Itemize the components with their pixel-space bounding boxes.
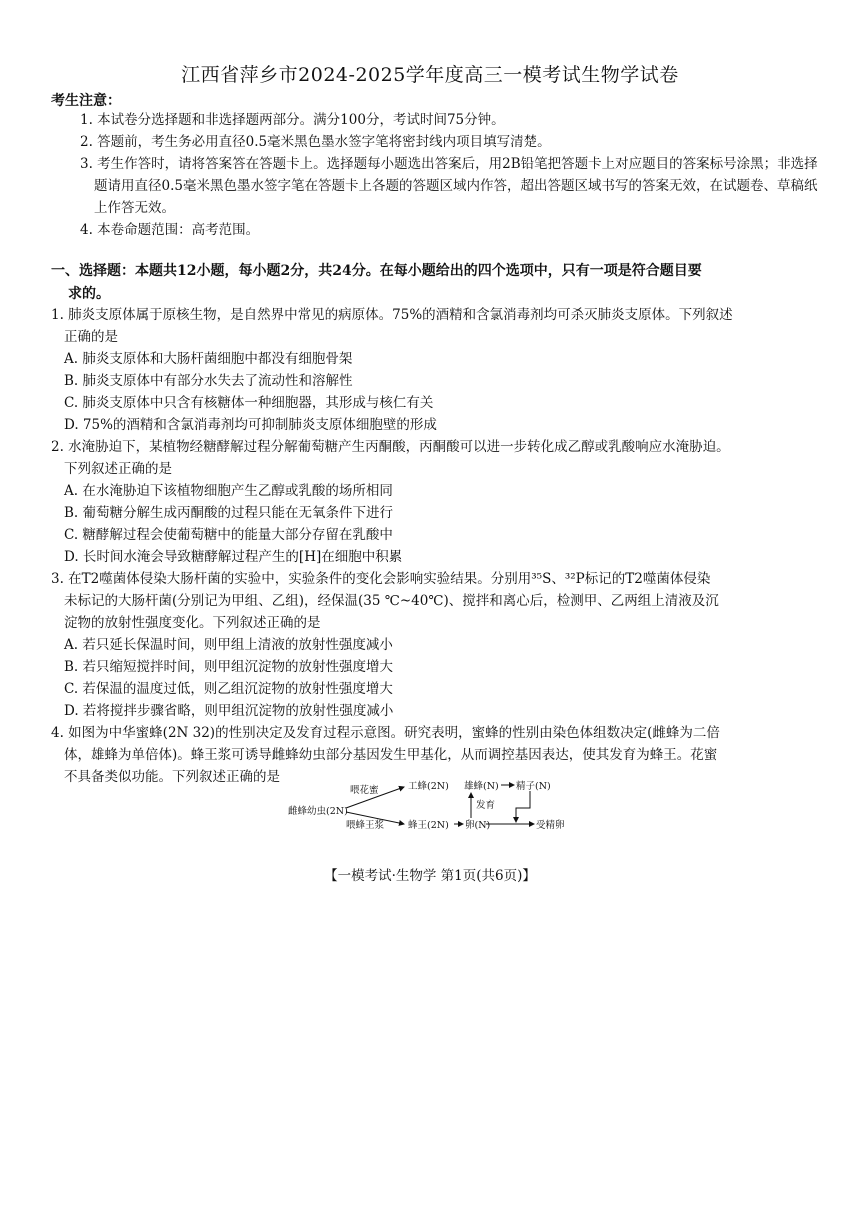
option-c: C. 糖酵解过程会使葡萄糖中的能量大部分存留在乳酸中 xyxy=(64,527,393,543)
fertilized-egg-label: 受精卵 xyxy=(536,820,565,831)
question-stem: 不具备类似功能。下列叙述正确的是 xyxy=(64,769,280,785)
question-stem: 4. 如图为中华蜜蜂(2N 32)的性别决定及发育过程示意图。研究表明，蜜蜂的性别由染色体组数决定(雌蜂为二倍 xyxy=(51,725,720,741)
option-c: C. 肺炎支原体中只含有核糖体一种细胞器，其形成与核仁有关 xyxy=(64,395,434,411)
notice-list xyxy=(80,109,820,241)
page-footer: 【一模考试·生物学 第1页(共6页)】 xyxy=(324,868,536,884)
section-heading-line2: 求的。 xyxy=(68,286,110,302)
develop-label: 发育 xyxy=(476,800,496,811)
option-a: A. 在水淹胁迫下该植物细胞产生乙醇或乳酸的场所相同 xyxy=(64,483,393,499)
option-a: A. 若只延长保温时间，则甲组上清液的放射性强度减小 xyxy=(64,637,393,653)
question-stem: 1. 肺炎支原体属于原核生物，是自然界中常见的病原体。75%的酒精和含氯消毒剂均可杀灭肺炎支原体。下列叙述 xyxy=(51,307,733,323)
question-stem: 下列叙述正确的是 xyxy=(64,461,172,477)
feed-jelly-label: 喂蜂王浆 xyxy=(346,820,385,831)
option-b: B. 若只缩短搅拌时间，则甲组沉淀物的放射性强度增大 xyxy=(64,659,394,675)
bee-development-diagram xyxy=(288,778,578,836)
option-d: D. 长时间水淹会导致糖酵解过程产生的[H]在细胞中积累 xyxy=(64,549,403,565)
worker-label: 工蜂(2N) xyxy=(408,781,449,792)
drone-label: 雄蜂(N) xyxy=(464,781,499,792)
notice-item-2: 2. 答题前，考生务必用直径0.5毫米黑色墨水签字笔将密封线内项目填写清楚。 xyxy=(80,134,551,150)
question-stem: 正确的是 xyxy=(64,329,118,345)
question-1 xyxy=(51,304,816,436)
question-stem: 淀物的放射性强度变化。下列叙述正确的是 xyxy=(64,615,321,631)
exam-title: 江西省萍乡市2024-2025学年度高三一模考试生物学试卷 xyxy=(181,64,679,86)
option-d: D. 若将搅拌步骤省略，则甲组沉淀物的放射性强度减小 xyxy=(64,703,394,719)
notice-item-4: 4. 本卷命题范围：高考范围。 xyxy=(80,222,260,238)
option-b: B. 葡萄糖分解生成丙酮酸的过程只能在无氧条件下进行 xyxy=(64,505,394,521)
option-d: D. 75%的酒精和含氯消毒剂均可抑制肺炎支原体细胞壁的形成 xyxy=(64,417,437,433)
queen-label: 蜂王(2N) xyxy=(408,820,449,831)
notice-item-1: 1. 本试卷分选择题和非选择题两部分。满分100分，考试时间75分钟。 xyxy=(80,112,505,128)
question-3 xyxy=(51,568,816,722)
larva-label: 雌蜂幼虫(2N) xyxy=(288,806,348,817)
notice-item-3: 3. 考生作答时，请将答案答在答题卡上。选择题每小题选出答案后，用2B铅笔把答题卡上对应题目的答案标号涂黑；非选择题请用直径0.5毫米黑色墨水签字笔在答题卡上各题的答题区域内作答，超出答题区域书写的答案无效，在试题卷、草稿纸上作答无效。 xyxy=(80,156,818,216)
question-stem: 2. 水淹胁迫下，某植物经糖酵解过程分解葡萄糖产生丙酮酸，丙酮酸可以进一步转化成乙醇或乳酸响应水淹胁迫。 xyxy=(51,439,730,455)
section-heading-line1: 一、选择题：本题共12小题，每小题2分，共24分。在每小题给出的四个选项中，只有一项是符合题目要 xyxy=(51,263,702,279)
sperm-label: 精子(N) xyxy=(516,781,551,792)
option-c: C. 若保温的温度过低，则乙组沉淀物的放射性强度增大 xyxy=(64,681,393,697)
question-stem: 3. 在T2噬菌体侵染大肠杆菌的实验中，实验条件的变化会影响实验结果。分别用³⁵S、³²P标记的T2噬菌体侵染 xyxy=(51,571,711,587)
egg-label: 卵(N) xyxy=(465,820,491,831)
question-2 xyxy=(51,436,816,568)
option-a: A. 肺炎支原体和大肠杆菌细胞中都没有细胞骨架 xyxy=(64,351,353,367)
arrow-sperm-to-fertilized xyxy=(516,791,530,822)
question-stem: 未标记的大肠杆菌(分别记为甲组、乙组)，经保温(35 ℃~40℃)、搅拌和离心后，检测甲、乙两组上清液及沉 xyxy=(64,593,719,609)
feed-nectar-label: 喂花蜜 xyxy=(350,785,379,796)
option-b: B. 肺炎支原体中有部分水失去了流动性和溶解性 xyxy=(64,373,353,389)
question-stem: 体，雄蜂为单倍体)。蜂王浆可诱导雌蜂幼虫部分基因发生甲基化，从而调控基因表达，使其发育为蜂王。花蜜 xyxy=(64,747,718,763)
section-heading xyxy=(51,260,816,306)
notice-heading: 考生注意： xyxy=(51,93,121,109)
